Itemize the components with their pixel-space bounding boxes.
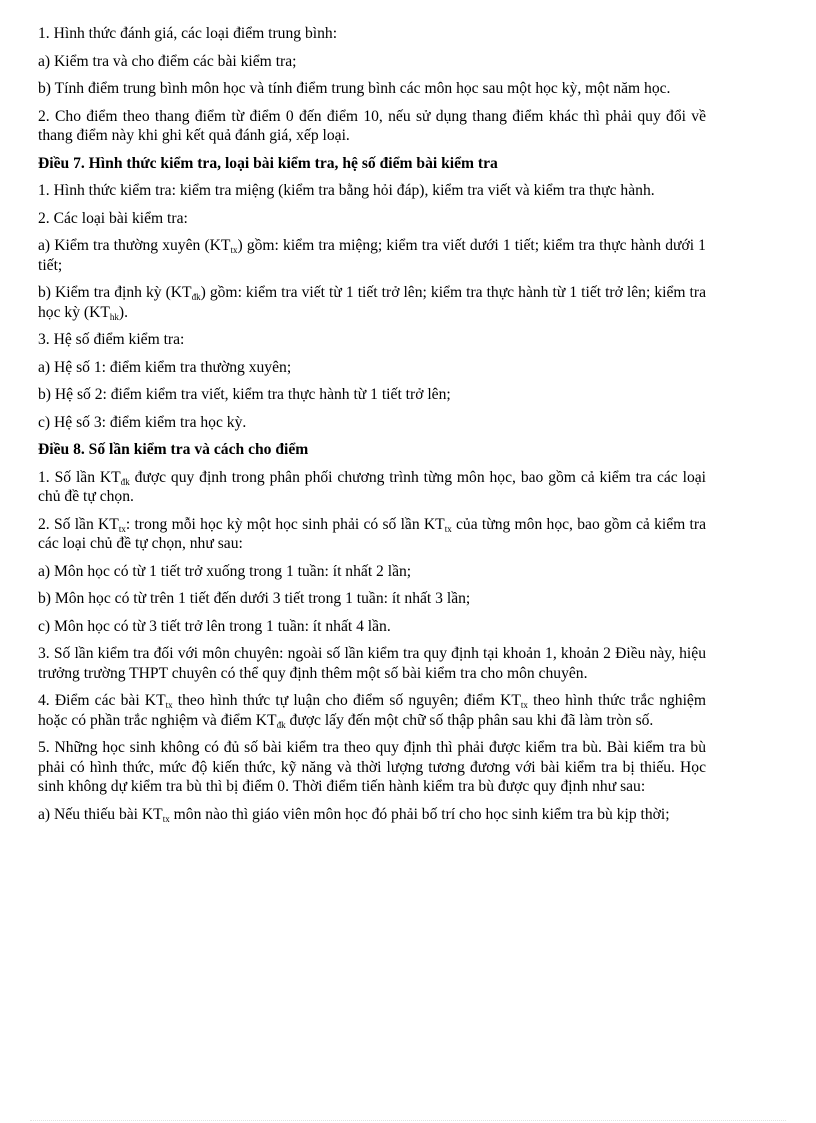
subscript: tx <box>162 813 170 824</box>
paragraph <box>38 562 706 582</box>
paragraph <box>38 413 706 433</box>
text-run: Điều 7. Hình thức kiểm tra, loại bài kiểm tra, hệ số điểm bài kiểm tra <box>38 154 498 172</box>
text-run: 4. Điểm các bài KT <box>38 692 166 709</box>
article-heading <box>38 154 706 174</box>
text-run: ) gồm: kiểm tra viết từ 1 tiết trở lên; kiểm tra thực hành từ 1 tiết trở lên; kiểm tra học kỳ (KT <box>38 284 706 321</box>
paragraph <box>38 330 706 350</box>
text-run: a) Môn học có từ 1 tiết trở xuống trong 1 tuần: ít nhất 2 lần; <box>38 562 412 580</box>
subscript: tx <box>230 245 238 256</box>
subscript: tx <box>165 700 173 711</box>
text-run: 2. Số lần KT <box>38 515 119 533</box>
subscript: đk <box>191 292 201 303</box>
text-run: 2. Cho điểm theo thang điểm từ điểm 0 đến điểm 10, nếu sử dụng thang điểm khác thì phải quy đổi về thang điểm này khi ghi kết quả đánh giá, xếp loại. <box>38 107 706 144</box>
paragraph <box>38 52 706 72</box>
subscript: hk <box>109 311 119 322</box>
paragraph <box>38 385 706 405</box>
paragraph <box>38 617 706 637</box>
subscript: đk <box>120 476 130 487</box>
text-run: b) Hệ số 2: điểm kiểm tra viết, kiểm tra thực hành từ 1 tiết trở lên; <box>38 386 451 403</box>
text-run: theo hình thức trắc nghiệm hoặc có phần trắc nghiệm và điểm KT <box>38 692 706 729</box>
text-run: 1. Hình thức kiểm tra: kiểm tra miệng (kiểm tra bằng hỏi đáp), kiểm tra viết và kiểm tra thực hành. <box>38 182 655 199</box>
text-run: 5. Những học sinh không có đủ số bài kiểm tra theo quy định thì phải được kiểm tra bù. Bài kiểm tra bù phải có hình thức, mức độ kiến thức, kỹ năng và thời lượng tương đương với bài kiểm tra bị thiếu. Học sinh không dự kiểm tra bù thì bị điểm 0. Thời điểm tiến hành kiểm tra bù được quy định như sau: <box>38 739 706 795</box>
paragraph <box>38 589 706 609</box>
text-run: 3. Hệ số điểm kiểm tra: <box>38 331 185 348</box>
paragraph <box>38 468 706 507</box>
subscript: tx <box>520 700 528 711</box>
article-heading <box>38 440 706 460</box>
text-run: a) Kiểm tra và cho điểm các bài kiểm tra; <box>38 52 297 70</box>
paragraph <box>38 24 706 44</box>
text-run: c) Môn học có từ 3 tiết trở lên trong 1 tuần: ít nhất 4 lần. <box>38 617 391 635</box>
text-run: ) gồm: kiểm tra miệng; kiểm tra viết dưới 1 tiết; kiểm tra thực hành dưới 1 tiết; <box>38 237 706 274</box>
text-run: theo hình thức tự luận cho điểm số nguyên; điểm KT <box>172 692 521 709</box>
paragraph <box>38 107 706 146</box>
paragraph <box>38 644 706 683</box>
text-run: a) Nếu thiếu bài KT <box>38 805 163 823</box>
text-run: 1. Số lần KT <box>38 468 121 486</box>
text-run: a) Hệ số 1: điểm kiểm tra thường xuyên; <box>38 358 292 376</box>
paragraph <box>38 515 706 554</box>
page-bottom-divider <box>30 1120 786 1121</box>
text-run: 1. Hình thức đánh giá, các loại điểm trung bình: <box>38 25 338 42</box>
paragraph <box>38 236 706 275</box>
paragraph <box>38 209 706 229</box>
paragraph <box>38 358 706 378</box>
text-run: c) Hệ số 3: điểm kiểm tra học kỳ. <box>38 413 247 431</box>
text-run: b) Kiểm tra định kỳ (KT <box>38 284 192 301</box>
paragraph <box>38 691 706 730</box>
subscript: tx <box>444 523 452 534</box>
subscript: tx <box>118 523 126 534</box>
text-run: được quy định trong phân phối chương trình từng môn học, bao gồm cả kiểm tra các loại chủ đề tự chọn. <box>38 468 706 505</box>
text-run: a) Kiểm tra thường xuyên (KT <box>38 237 231 254</box>
paragraph <box>38 181 706 201</box>
text-run: môn nào thì giáo viên môn học đó phải bố trí cho học sinh kiểm tra bù kịp thời; <box>169 805 670 823</box>
text-run: Điều 8. Số lần kiểm tra và cách cho điểm <box>38 441 309 458</box>
text-run: của từng môn học, bao gồm cả kiểm tra các loại chủ đề tự chọn, như sau: <box>38 515 706 552</box>
paragraph <box>38 805 706 825</box>
text-run: ). <box>118 303 129 321</box>
text-run: b) Tính điểm trung bình môn học và tính điểm trung bình các môn học sau một học kỳ, một năm học. <box>38 80 671 97</box>
text-run: được lấy đến một chữ số thập phân sau khi đã làm tròn số. <box>285 711 654 729</box>
text-run: : trong mỗi học kỳ một học sinh phải có số lần KT <box>125 515 445 533</box>
paragraph <box>38 79 706 99</box>
text-run: 2. Các loại bài kiểm tra: <box>38 209 188 227</box>
paragraph <box>38 283 706 322</box>
document-page <box>38 24 706 832</box>
text-run: b) Môn học có từ trên 1 tiết đến dưới 3 tiết trong 1 tuần: ít nhất 3 lần; <box>38 590 471 607</box>
paragraph <box>38 738 706 797</box>
text-run: 3. Số lần kiểm tra đối với môn chuyên: ngoài số lần kiểm tra quy định tại khoản 1, khoản 2 Điều này, hiệu trưởng trường THPT chuyên có thể quy định thêm một số bài kiểm tra cho môn chuyên. <box>38 645 706 682</box>
subscript: đk <box>276 719 286 730</box>
